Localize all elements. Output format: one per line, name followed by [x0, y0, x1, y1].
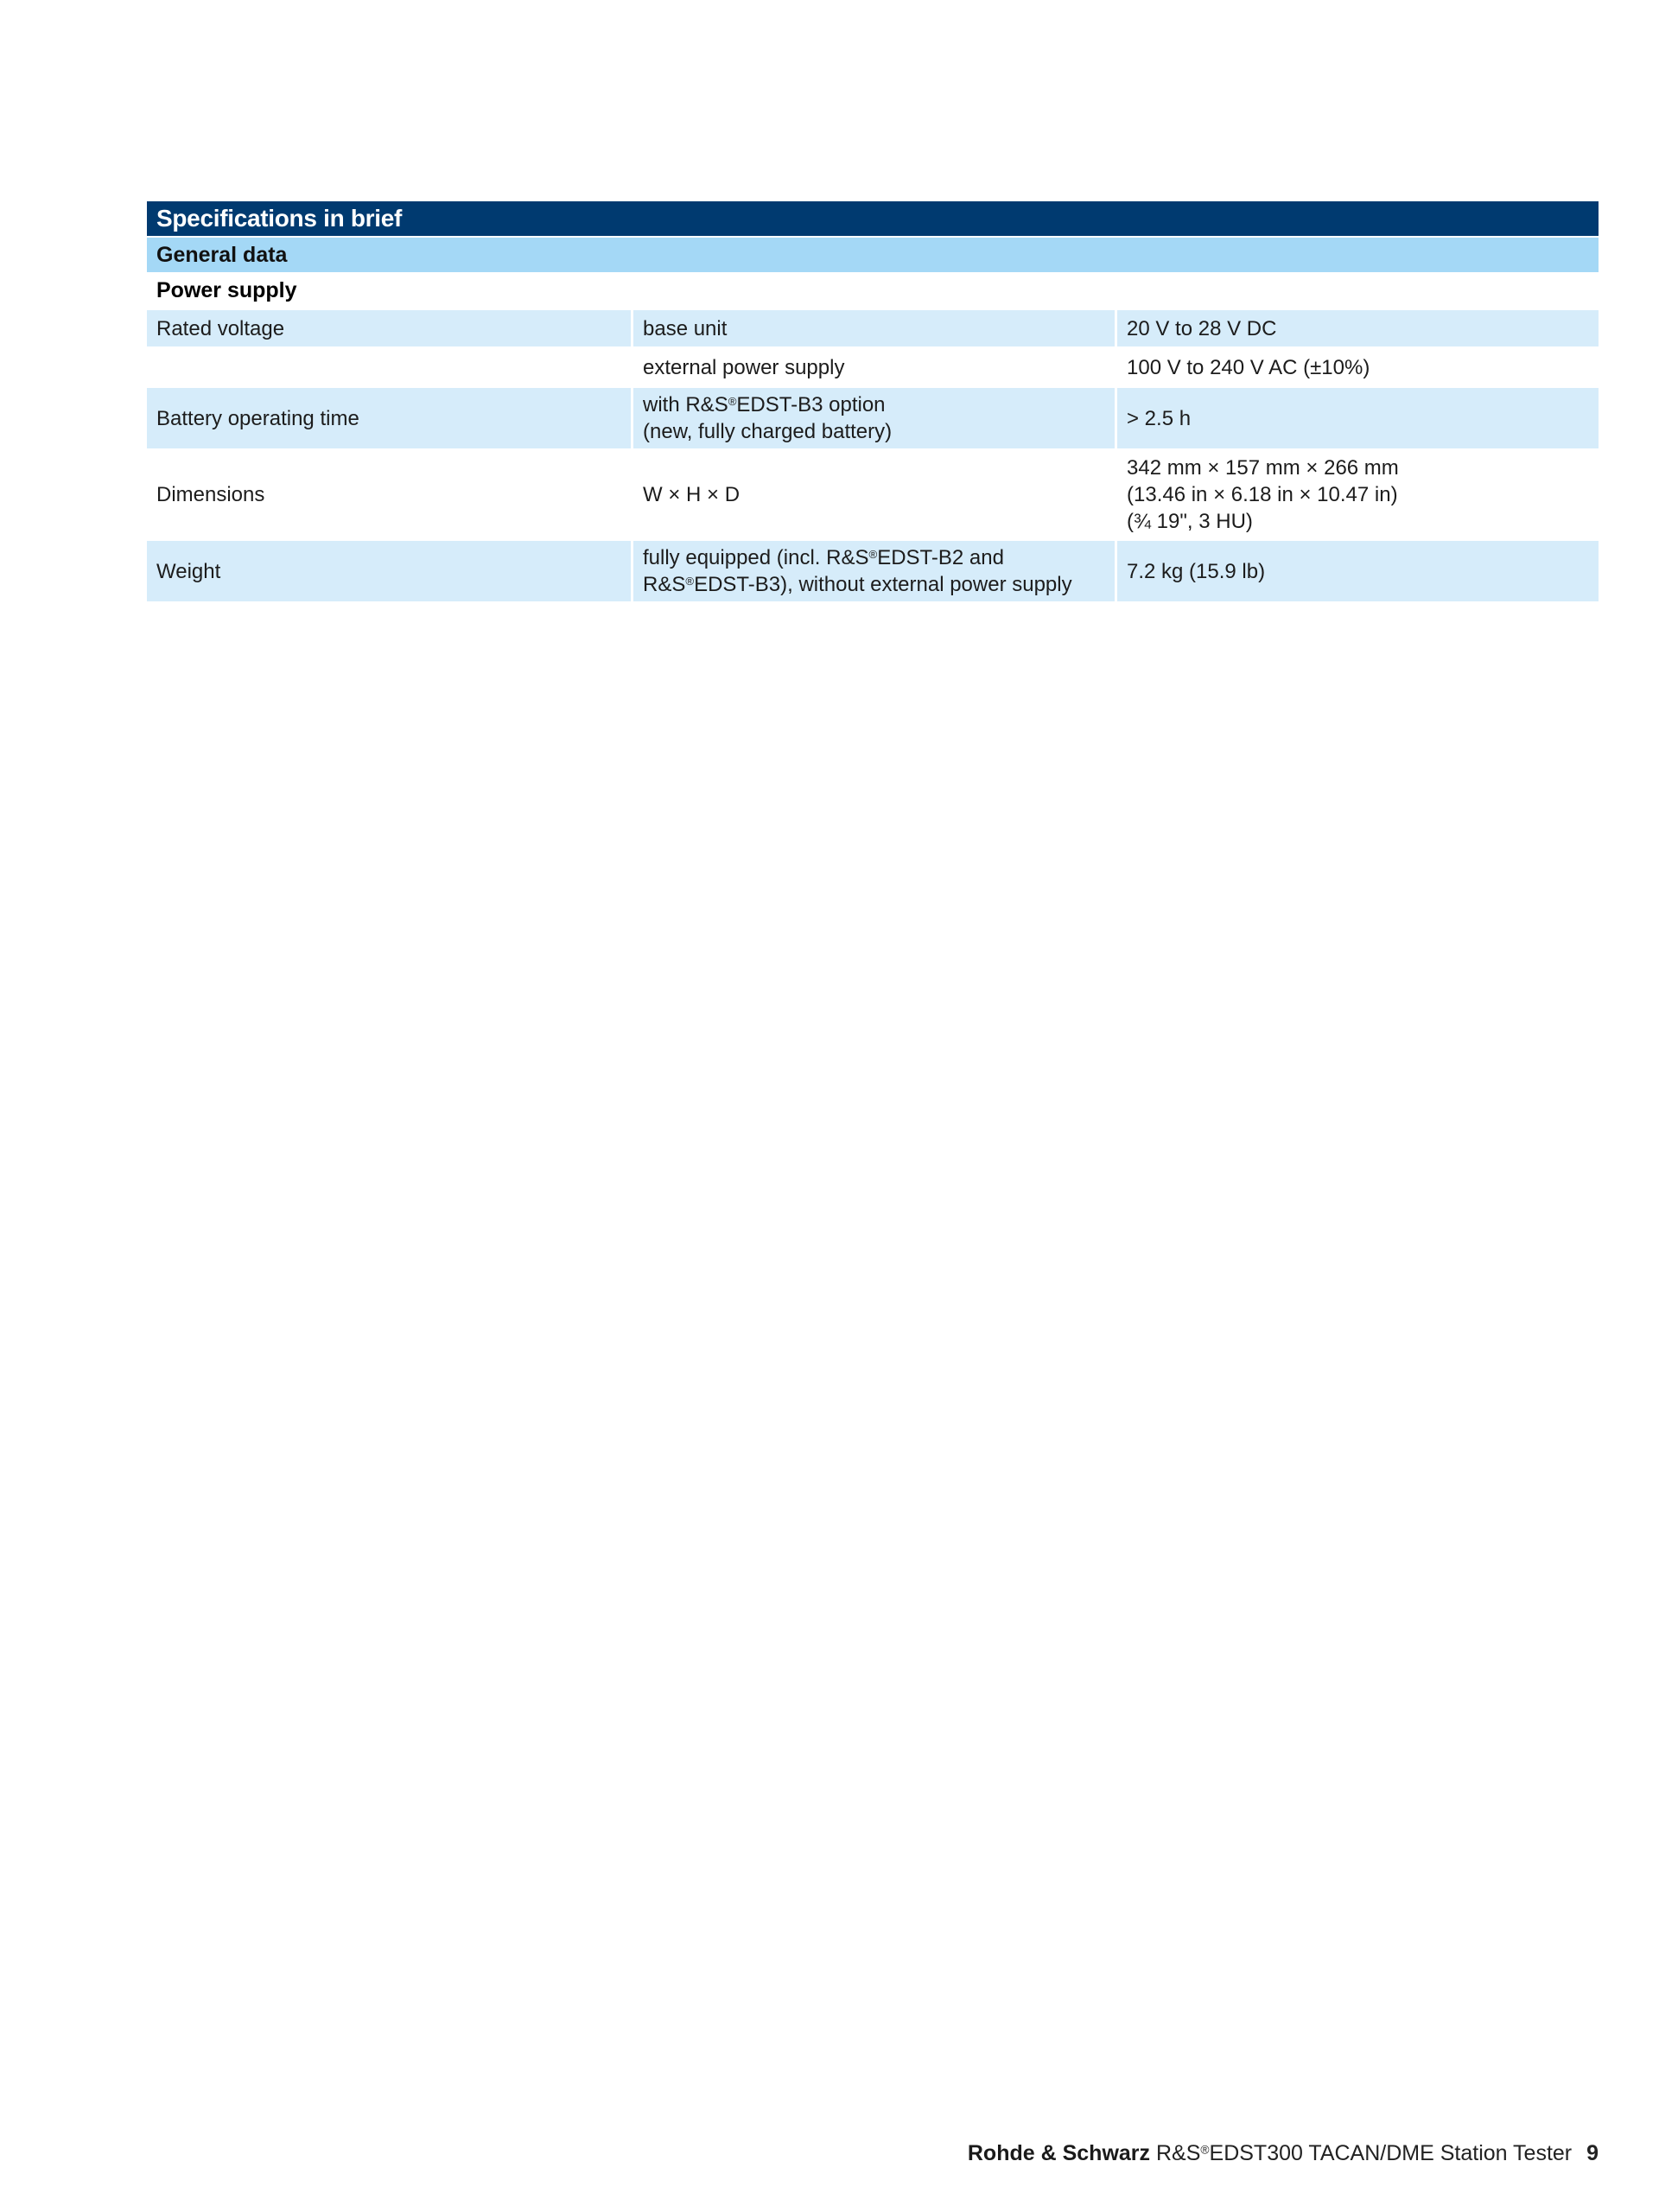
spec-condition: external power supply — [631, 346, 1115, 385]
spec-rows — [147, 308, 1599, 601]
value-line-3: (¾ 19", 3 HU) — [1127, 510, 1253, 533]
spec-label: Battery operating time — [147, 385, 631, 448]
spec-value: 7.2 kg (15.9 lb) — [1115, 538, 1599, 601]
specifications-table — [147, 201, 1599, 601]
spec-condition: base unit — [631, 308, 1115, 346]
spec-label — [147, 346, 631, 385]
brand-name: Rohde & Schwarz — [967, 2141, 1151, 2165]
page-number: 9 — [1586, 2141, 1599, 2165]
product-name: R&S®EDST300 TACAN/DME Station Tester — [1155, 2141, 1573, 2165]
table-row — [147, 385, 1599, 448]
spec-label: Weight — [147, 538, 631, 601]
condition-line-2: (new, fully charged battery) — [643, 420, 893, 443]
spec-condition — [631, 538, 1115, 601]
value-line-1: 342 mm × 157 mm × 266 mm — [1127, 456, 1399, 480]
spec-condition — [631, 385, 1115, 448]
page-footer — [968, 2141, 1599, 2166]
spec-value: 100 V to 240 V AC (±10%) — [1115, 346, 1599, 385]
table-row — [147, 538, 1599, 601]
condition-line-1: fully equipped (incl. R&S®EDST-B2 and — [643, 546, 1004, 569]
spec-label: Dimensions — [147, 448, 631, 538]
section-general-data: General data — [147, 238, 1599, 272]
spec-label: Rated voltage — [147, 308, 631, 346]
table-row — [147, 448, 1599, 538]
spec-value — [1115, 448, 1599, 538]
spec-condition: W × H × D — [631, 448, 1115, 538]
table-row — [147, 308, 1599, 346]
spec-value: 20 V to 28 V DC — [1115, 308, 1599, 346]
value-line-2: (13.46 in × 6.18 in × 10.47 in) — [1127, 483, 1398, 506]
table-row — [147, 346, 1599, 385]
group-power-supply: Power supply — [147, 273, 1599, 308]
condition-line-1: with R&S®EDST-B3 option — [643, 393, 886, 416]
spec-value: > 2.5 h — [1115, 385, 1599, 448]
condition-line-2: R&S®EDST-B3), without external power supply — [643, 573, 1072, 596]
spec-title: Specifications in brief — [147, 201, 1599, 236]
